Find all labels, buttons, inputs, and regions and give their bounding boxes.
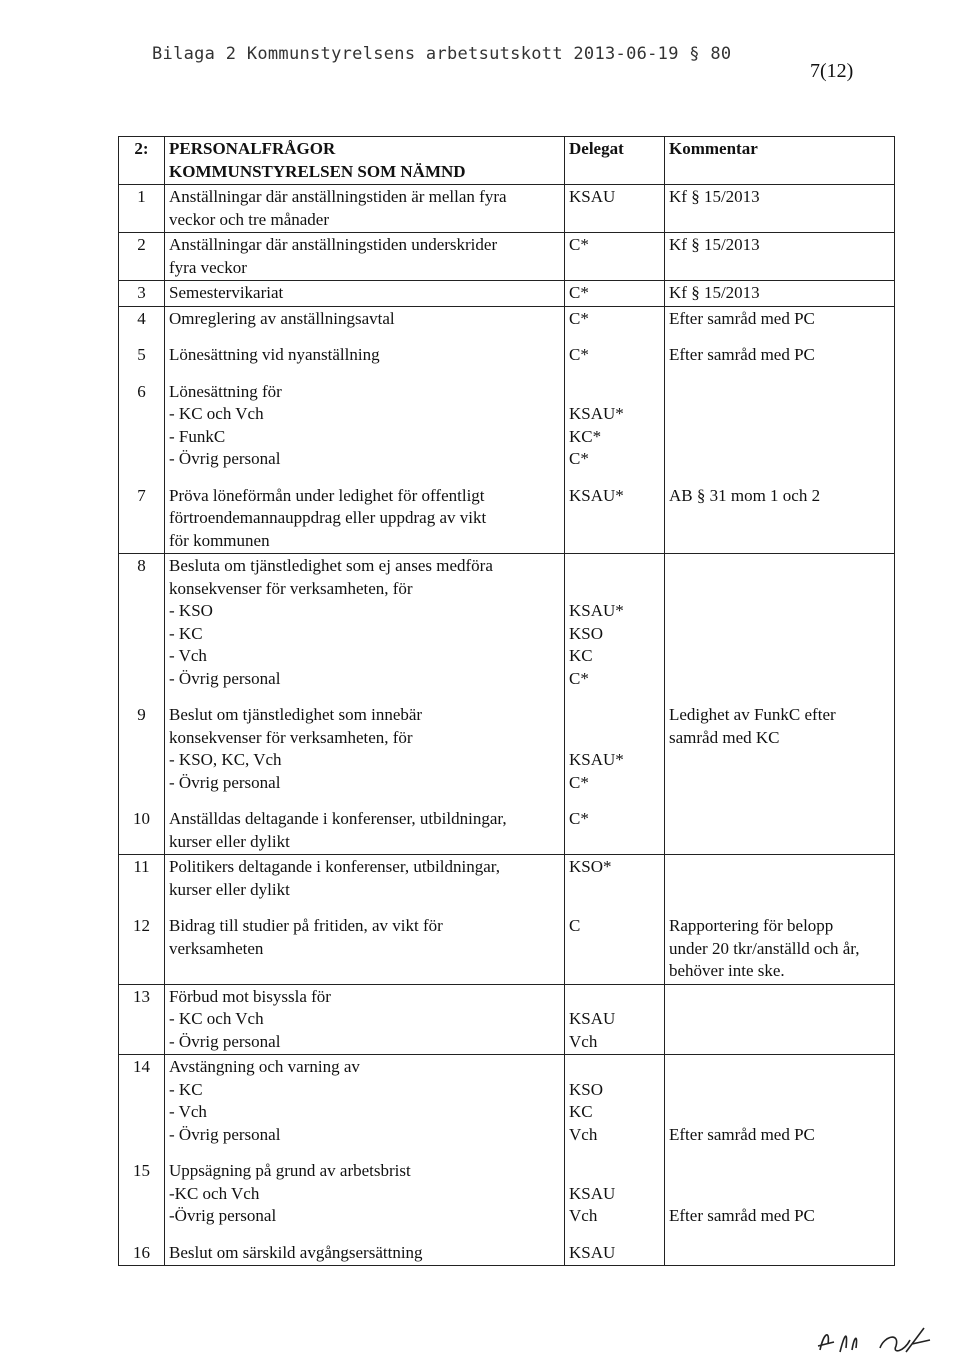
row-number: 8 (119, 554, 165, 692)
desc-line: - Övrig personal (169, 449, 281, 468)
desc-line: kurser eller dylikt (169, 831, 290, 851)
delegat-line: KSAU (569, 1009, 616, 1028)
table-row (119, 855, 895, 903)
delegat-line: KSAU* (569, 404, 624, 423)
desc-line: fyra veckor (169, 257, 247, 277)
row-kommentar (665, 343, 895, 368)
kommentar-line: Kf § 15/2013 (669, 187, 760, 206)
spacer-cell (165, 368, 565, 380)
row-description (165, 554, 565, 692)
kommentar-line: Efter samråd med PC (669, 1206, 815, 1225)
delegat-line: Vch (569, 1031, 598, 1051)
kommentar-line (669, 1056, 890, 1079)
row-kommentar (665, 484, 895, 554)
table-row (119, 703, 895, 795)
spacer-cell (665, 331, 895, 343)
delegat-line (569, 727, 660, 750)
row-description (165, 703, 565, 795)
desc-line: Lönesättning för (169, 381, 282, 401)
row-description (165, 484, 565, 554)
delegat-line (569, 986, 660, 1009)
row-delegat (565, 984, 665, 1055)
desc-line: - KC (169, 623, 203, 643)
row-delegat (565, 306, 665, 331)
desc-line: förtroendemannauppdrag eller uppdrag av vikt (169, 508, 487, 527)
row-number: 4 (119, 306, 165, 331)
row-spacer (119, 331, 895, 343)
spacer-cell (565, 1229, 665, 1241)
table-row (119, 343, 895, 368)
spacer-cell (665, 472, 895, 484)
spacer-cell (665, 1147, 895, 1159)
table-row (119, 554, 895, 692)
row-kommentar (665, 306, 895, 331)
row-delegat (565, 185, 665, 233)
desc-line: - Övrig personal (169, 668, 281, 688)
row-description (165, 380, 565, 472)
kommentar-line: Ledighet av FunkC efter (669, 705, 836, 724)
row-number: 2 (119, 233, 165, 281)
spacer-cell (565, 368, 665, 380)
row-spacer (119, 1147, 895, 1159)
delegat-line: C* (569, 809, 589, 828)
delegat-line: C* (569, 668, 589, 688)
spacer-cell (565, 795, 665, 807)
delegat-line: KC (569, 646, 593, 665)
spacer-cell (165, 331, 565, 343)
row-description (165, 306, 565, 331)
delegat-line: Vch (569, 1206, 598, 1225)
desc-line: Anställdas deltagande i konferenser, utbildningar, (169, 809, 507, 828)
row-number: 13 (119, 984, 165, 1055)
row-description (165, 855, 565, 903)
delegat-line (569, 381, 660, 404)
desc-line: Anställningar där anställningstiden underskrider (169, 235, 498, 254)
spacer-cell (119, 368, 165, 380)
row-delegat (565, 343, 665, 368)
table-row (119, 185, 895, 233)
delegat-line: C* (569, 449, 589, 468)
row-description (165, 1241, 565, 1266)
row-delegat (565, 703, 665, 795)
delegat-line: C* (569, 235, 589, 254)
row-delegat (565, 554, 665, 692)
desc-line: Lönesättning vid nyanställning (169, 345, 380, 364)
spacer-cell (565, 691, 665, 703)
delegat-line: KSO (569, 1079, 604, 1099)
handwritten-signature (800, 1322, 940, 1356)
kommentar-line: Rapportering för belopp (669, 916, 834, 935)
kommentar-line: Efter samråd med PC (669, 345, 815, 364)
spacer-cell (665, 691, 895, 703)
row-number: 9 (119, 703, 165, 795)
spacer-cell (165, 795, 565, 807)
delegat-line: KC* (569, 426, 602, 446)
row-number: 3 (119, 281, 165, 307)
column-header-kommentar: Kommentar (665, 137, 895, 185)
desc-line: - KC och Vch (169, 404, 264, 423)
spacer-cell (565, 331, 665, 343)
desc-line: Beslut om särskild avgångsersättning (169, 1242, 423, 1262)
row-delegat (565, 1241, 665, 1266)
row-description (165, 807, 565, 855)
desc-line: - KSO, KC, Vch (169, 750, 282, 769)
kommentar-line: Kf § 15/2013 (669, 283, 760, 302)
table-row (119, 306, 895, 331)
desc-line: Politikers deltagande i konferenser, utbildningar, (169, 857, 500, 876)
desc-line: - Övrig personal (169, 1031, 281, 1051)
table-row (119, 984, 895, 1055)
delegat-line: KSO (569, 623, 604, 643)
table-row (119, 914, 895, 984)
row-kommentar (665, 984, 895, 1055)
kommentar-line: Efter samråd med PC (669, 1124, 815, 1144)
table-row (119, 484, 895, 554)
desc-line: - KC (169, 1079, 203, 1099)
row-number: 5 (119, 343, 165, 368)
row-description (165, 914, 565, 984)
desc-line: kurser eller dylikt (169, 879, 290, 899)
kommentar-line: AB § 31 mom 1 och 2 (669, 485, 821, 505)
delegat-line (569, 1056, 660, 1079)
delegat-line: C* (569, 345, 589, 364)
delegat-line: KSAU* (569, 750, 624, 769)
desc-line: Uppsägning på grund av arbetsbrist (169, 1161, 411, 1180)
kommentar-line: samråd med KC (669, 727, 780, 747)
row-kommentar (665, 914, 895, 984)
desc-line: Omreglering av anställningsavtal (169, 308, 395, 328)
spacer-cell (565, 472, 665, 484)
row-kommentar (665, 807, 895, 855)
spacer-cell (119, 472, 165, 484)
row-kommentar (665, 233, 895, 281)
delegat-line: C (569, 916, 581, 935)
section-title (165, 137, 565, 185)
desc-line: för kommunen (169, 530, 270, 550)
spacer-cell (565, 1147, 665, 1159)
table-row (119, 1159, 895, 1229)
kommentar-line: behöver inte ske. (669, 961, 785, 980)
row-description (165, 1055, 565, 1148)
kommentar-line (669, 1079, 890, 1102)
row-kommentar (665, 855, 895, 903)
spacer-cell (665, 368, 895, 380)
row-number: 16 (119, 1241, 165, 1266)
desc-line: verksamheten (169, 938, 264, 958)
desc-line: Beslut om tjänstledighet som innebär (169, 705, 423, 724)
delegat-line (569, 578, 660, 601)
row-description (165, 185, 565, 233)
row-number: 11 (119, 855, 165, 903)
delegat-line: C* (569, 283, 589, 302)
delegat-line: KSAU (569, 187, 616, 206)
spacer-cell (665, 902, 895, 914)
row-delegat (565, 914, 665, 984)
kommentar-line: Efter samråd med PC (669, 308, 815, 328)
row-delegat (565, 484, 665, 554)
delegat-line: C* (569, 772, 589, 792)
row-spacer (119, 368, 895, 380)
desc-line: veckor och tre månader (169, 209, 329, 229)
row-number: 6 (119, 380, 165, 472)
row-delegat (565, 855, 665, 903)
table-row (119, 1241, 895, 1266)
table-row (119, 233, 895, 281)
delegat-line (569, 555, 660, 578)
delegat-line: KSO* (569, 857, 612, 876)
row-delegat (565, 1159, 665, 1229)
spacer-cell (165, 1229, 565, 1241)
desc-line: konsekvenser för verksamheten, för (169, 727, 413, 747)
spacer-cell (119, 1147, 165, 1159)
spacer-cell (119, 1229, 165, 1241)
delegat-line (569, 704, 660, 727)
kommentar-line (669, 1160, 890, 1183)
desc-line: - Övrig personal (169, 772, 281, 792)
row-description (165, 233, 565, 281)
row-delegat (565, 281, 665, 307)
desc-line: - KC och Vch (169, 1009, 264, 1028)
desc-line: Anställningar där anställningstiden är mellan fyra (169, 187, 507, 206)
row-spacer (119, 795, 895, 807)
kommentar-line (669, 1183, 890, 1206)
kommentar-line: Kf § 15/2013 (669, 235, 760, 254)
row-number: 12 (119, 914, 165, 984)
spacer-cell (165, 902, 565, 914)
spacer-cell (165, 472, 565, 484)
desc-line: - KSO (169, 601, 213, 620)
section-header-row (119, 137, 895, 185)
row-kommentar (665, 703, 895, 795)
row-delegat (565, 380, 665, 472)
row-kommentar (665, 1241, 895, 1266)
row-spacer (119, 472, 895, 484)
desc-line: -KC och Vch (169, 1183, 260, 1203)
row-kommentar (665, 380, 895, 472)
desc-line: - Övrig personal (169, 1124, 281, 1144)
spacer-cell (165, 691, 565, 703)
document-header: Bilaga 2 Kommunstyrelsens arbetsutskott 2013-06-19 § 80 (152, 44, 732, 64)
table-row (119, 1055, 895, 1148)
spacer-cell (165, 1147, 565, 1159)
table-row (119, 380, 895, 472)
page-number: 7(12) (810, 60, 854, 82)
row-description (165, 1159, 565, 1229)
row-delegat (565, 233, 665, 281)
delegat-line (569, 1160, 660, 1183)
desc-line: -Övrig personal (169, 1206, 277, 1225)
kommentar-line (669, 1101, 890, 1124)
row-kommentar (665, 281, 895, 307)
row-description (165, 343, 565, 368)
spacer-cell (565, 902, 665, 914)
delegat-line: KSAU (569, 1242, 616, 1262)
spacer-cell (119, 795, 165, 807)
delegat-line: KC (569, 1102, 593, 1121)
spacer-cell (665, 1229, 895, 1241)
spacer-cell (665, 795, 895, 807)
row-number: 14 (119, 1055, 165, 1148)
row-number: 7 (119, 484, 165, 554)
delegat-line: KSAU (569, 1183, 616, 1203)
delegat-line: Vch (569, 1124, 598, 1144)
kommentar-line: under 20 tkr/anställd och år, (669, 938, 860, 958)
section-title-line: KOMMUNSTYRELSEN SOM NÄMND (169, 161, 466, 181)
row-delegat (565, 807, 665, 855)
row-kommentar (665, 1055, 895, 1148)
row-spacer (119, 1229, 895, 1241)
row-number: 15 (119, 1159, 165, 1229)
row-description (165, 984, 565, 1055)
row-spacer (119, 902, 895, 914)
row-kommentar (665, 554, 895, 692)
row-kommentar (665, 1159, 895, 1229)
spacer-cell (119, 691, 165, 703)
table-row (119, 807, 895, 855)
desc-line: - Vch (169, 1102, 207, 1121)
delegation-table (118, 136, 895, 1266)
desc-line: konsekvenser för verksamheten, för (169, 578, 413, 598)
spacer-cell (119, 902, 165, 914)
delegat-line: C* (569, 308, 589, 328)
row-number: 1 (119, 185, 165, 233)
column-header-delegat: Delegat (565, 137, 665, 185)
row-number: 10 (119, 807, 165, 855)
spacer-cell (119, 331, 165, 343)
section-title-line: PERSONALFRÅGOR (169, 139, 336, 158)
row-delegat (565, 1055, 665, 1148)
row-kommentar (665, 185, 895, 233)
desc-line: Pröva löneförmån under ledighet för offentligt (169, 485, 485, 505)
row-description (165, 281, 565, 307)
row-spacer (119, 691, 895, 703)
table-row (119, 281, 895, 307)
section-number: 2: (119, 137, 165, 185)
desc-line: - FunkC (169, 426, 226, 446)
desc-line: Förbud mot bisyssla för (169, 986, 331, 1006)
desc-line: Semestervikariat (169, 283, 284, 302)
delegat-line: KSAU* (569, 601, 624, 620)
desc-line: Avstängning och varning av (169, 1057, 360, 1076)
desc-line: Bidrag till studier på fritiden, av vikt för (169, 916, 443, 935)
desc-line: Besluta om tjänstledighet som ej anses medföra (169, 556, 493, 575)
delegat-line: KSAU* (569, 485, 624, 505)
desc-line: - Vch (169, 646, 207, 665)
